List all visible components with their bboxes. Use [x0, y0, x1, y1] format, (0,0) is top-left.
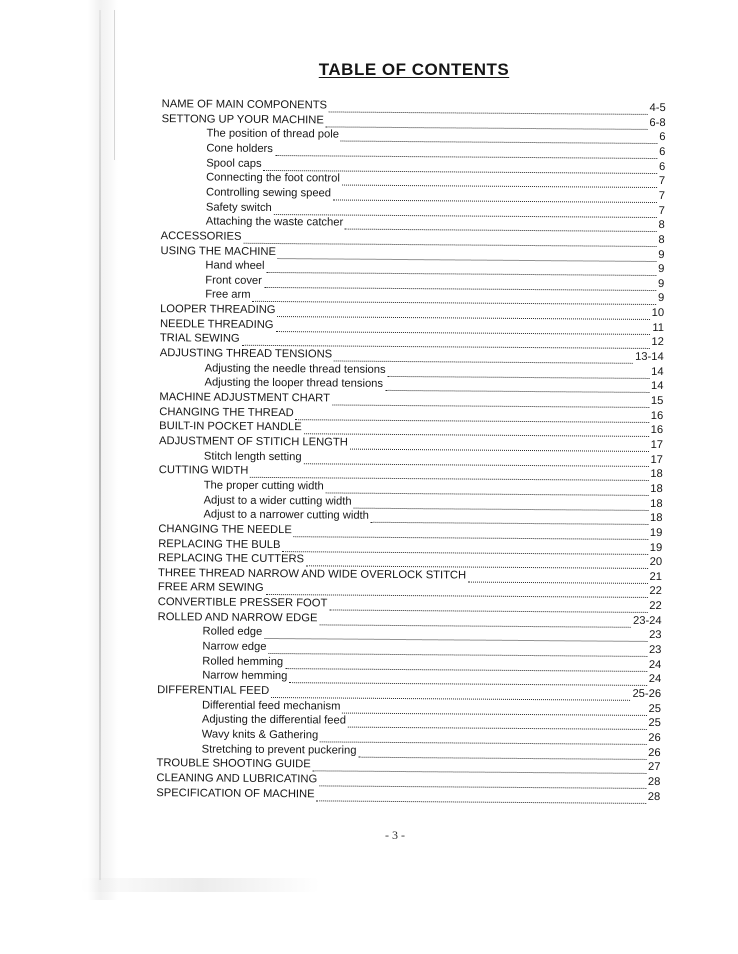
toc-section-label: LOOPER THREADING [160, 303, 276, 317]
toc-section-label: TROUBLE SHOOTING GUIDE [156, 757, 311, 771]
toc-page-number: 8 [658, 219, 665, 232]
toc-section-label: TRIAL SEWING [159, 332, 240, 346]
toc-subsection-label: Adjusting the looper thread tensions [204, 376, 384, 391]
toc-subsection-label: Wavy knits & Gathering [201, 728, 319, 742]
toc-page-number: 7 [658, 204, 665, 217]
toc-subsection-label: Attaching the waste catcher [205, 215, 344, 229]
toc-page-number: 9 [658, 277, 665, 290]
toc-page-number: 21 [649, 570, 663, 583]
toc-section-label: USING THE MACHINE [160, 244, 277, 258]
toc-subsection-label: Safety switch [205, 201, 272, 214]
toc-page-number: 26 [648, 746, 661, 759]
page-title: TABLE OF CONTENTS [318, 60, 510, 79]
toc-section-label: BUILT-IN POCKET HANDLE [159, 420, 302, 434]
toc-section-label: NEEDLE THREADING [159, 317, 274, 331]
toc-subsection-label: Cone holders [206, 142, 273, 155]
toc-page-number: 9 [657, 292, 665, 305]
toc-page-number: 28 [647, 790, 661, 803]
toc-section-label: CLEANING AND LUBRICATING [156, 771, 318, 786]
toc-page-number: 27 [648, 761, 661, 774]
toc-page-number: 20 [649, 556, 663, 569]
toc-page-number: 19 [649, 526, 663, 539]
toc-section-label: ADJUSTMENT OF STITICH LENGTH [159, 435, 348, 449]
toc-subsection-label: Adjusting the needle thread tensions [204, 362, 386, 376]
toc-page-number: 8 [658, 233, 665, 246]
toc-page-number: 24 [648, 673, 662, 686]
toc-page-number: 11 [652, 321, 665, 334]
toc-page-number: 17 [650, 438, 664, 452]
binding-line [99, 10, 101, 880]
binding-line-secondary [114, 10, 115, 160]
toc-page-number: 23 [648, 644, 662, 657]
toc-subsection-label: Narrow edge [202, 640, 267, 654]
toc-subsection-label: Differential feed mechanism [201, 699, 341, 713]
toc-page-number: 6-8 [649, 116, 666, 129]
toc-section-label: ACCESSORIES [160, 229, 242, 243]
toc-page-number: 14 [651, 380, 664, 393]
toc-subsection-label: Stretching to prevent puckering [201, 743, 357, 757]
page-number: - 3 - [385, 828, 405, 842]
toc-section-label: ADJUSTING THREAD TENSIONS [159, 347, 333, 361]
toc-section-label: DIFFERENTIAL FEED [157, 684, 270, 697]
toc-subsection-label: Controlling sewing speed [205, 186, 332, 200]
toc-subsection-label: Adjust to a narrower cutting width [203, 508, 369, 522]
toc-page-number: 12 [651, 336, 664, 349]
toc-page-number: 25 [648, 717, 661, 730]
toc-subsection-label: Spool caps [206, 157, 262, 170]
toc-subsection-label: Adjusting the differential feed [201, 713, 347, 727]
toc-page-number: 24 [648, 658, 662, 671]
toc-page-number: 10 [651, 307, 665, 320]
toc-page-number: 17 [650, 453, 663, 466]
toc-dot-leader [317, 790, 646, 804]
toc-page-number: 18 [650, 497, 663, 510]
toc-page-number: 14 [651, 365, 664, 378]
toc-page-number: 19 [649, 541, 663, 554]
toc-page-number: 18 [650, 468, 663, 481]
toc-section-label: NAME OF MAIN COMPONENTS [161, 98, 328, 112]
toc-page-number: 23-24 [632, 614, 662, 627]
toc-page-number: 9 [658, 248, 665, 261]
toc-page-number: 15 [650, 394, 664, 408]
toc-page-number: 13-14 [635, 350, 664, 364]
toc-page-number: 22 [649, 600, 662, 613]
toc-page-number: 7 [658, 175, 666, 188]
toc-section-label: CHANGING THE NEEDLE [158, 522, 292, 537]
toc-subsection-label: Free arm [205, 288, 251, 302]
toc-subsection-label: Rolled hemming [202, 655, 284, 668]
scan-smudge [80, 878, 320, 892]
toc-page-number: 18 [649, 512, 663, 525]
toc-subsection-label: Rolled edge [202, 625, 263, 639]
toc-section-label: THREE THREAD NARROW AND WIDE OVERLOCK STITCH [157, 566, 467, 582]
toc-subsection-label: The position of thread pole [206, 127, 340, 141]
toc-section-label: SETTONG UP YOUR MACHINE [161, 112, 324, 127]
toc-subsection-label: Connecting the foot control [206, 171, 340, 185]
toc-page-number: 4-5 [649, 101, 666, 115]
toc-subsection-label: Adjust to a wider cutting width [203, 494, 352, 508]
toc-subsection-label: Narrow hemming [202, 669, 288, 683]
toc-subsection-label: Front cover [205, 274, 262, 287]
toc-page-number: 18 [650, 482, 663, 495]
toc-section-label: SPECIFICATION OF MACHINE [156, 786, 315, 800]
toc-section-label: ROLLED AND NARROW EDGE [157, 610, 318, 625]
toc-page-number: 28 [647, 775, 661, 788]
toc-section-label: REPLACING THE BULB [158, 537, 281, 551]
toc-subsection-label: Hand wheel [205, 259, 265, 273]
toc-dot-leader [468, 571, 648, 583]
toc-page-number: 7 [658, 189, 666, 202]
toc-page-number: 22 [649, 585, 662, 598]
toc-section-label: FREE ARM SEWING [157, 581, 264, 595]
toc-page-number: 6 [658, 160, 666, 173]
toc-page-number: 9 [658, 263, 665, 276]
toc-subsection-label: Stitch length setting [203, 450, 302, 463]
toc-section-label: REPLACING THE CUTTERS [158, 552, 305, 566]
toc-page-number: 16 [650, 409, 664, 422]
toc-page-number: 26 [648, 731, 661, 745]
toc-section-label: CHANGING THE THREAD [159, 405, 294, 419]
toc-section-label: MACHINE ADJUSTMENT CHART [159, 391, 330, 405]
toc-section-label: CUTTING WIDTH [158, 464, 249, 478]
toc-page-number: 6 [659, 145, 666, 159]
toc-page-number: 25 [648, 702, 662, 715]
toc-page-number: 23 [649, 629, 662, 642]
toc-page-number: 16 [650, 424, 664, 437]
toc-section-label: CONVERTIBLE PRESSER FOOT [157, 596, 328, 610]
toc-entry [156, 786, 660, 804]
toc-subsection-label: The proper cutting width [203, 479, 324, 493]
toc-page-number: 25-26 [632, 687, 662, 701]
toc-page-number: 6 [659, 131, 666, 144]
